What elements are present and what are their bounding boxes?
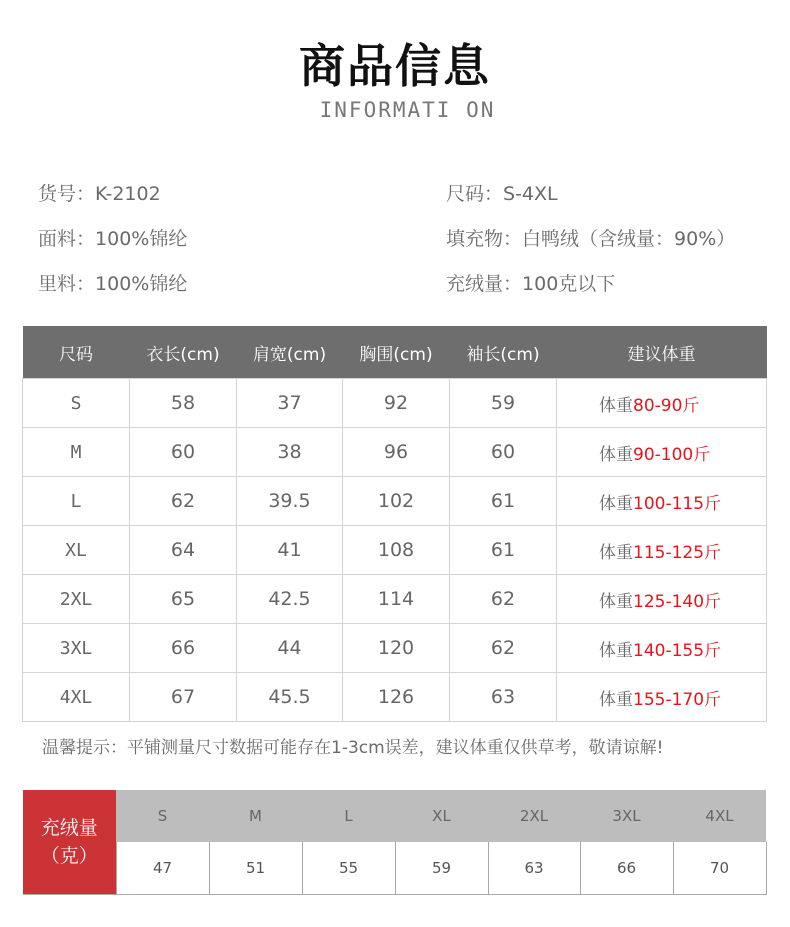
cell-length: 65 — [130, 575, 237, 624]
cell-length: 64 — [130, 526, 237, 575]
cell-weight — [557, 477, 767, 526]
weight-range: 140-155斤 — [633, 640, 722, 661]
cell-sleeve: 60 — [450, 428, 557, 477]
cell-length: 67 — [130, 673, 237, 722]
down-value-cell: 66 — [580, 842, 673, 895]
info-value: 白鸭绒（含绒量：90%） — [522, 228, 736, 250]
weight-range: 100-115斤 — [633, 493, 722, 514]
cell-shoulder: 37 — [237, 379, 343, 428]
cell-sleeve: 62 — [450, 575, 557, 624]
cell-length: 66 — [130, 624, 237, 673]
cell-weight — [557, 379, 767, 428]
table-row — [23, 575, 767, 624]
info-value: 100克以下 — [522, 273, 616, 295]
info-label: 充绒量： — [446, 273, 523, 295]
down-value-cell: 59 — [395, 842, 488, 895]
weight-prefix: 体重 — [599, 444, 633, 465]
column-header-weight: 建议体重 — [557, 326, 767, 379]
cell-size: S — [23, 379, 130, 428]
cell-size: 3XL — [23, 624, 130, 673]
info-value: 100%锦纶 — [95, 228, 188, 250]
down-size-header: XL — [395, 790, 488, 842]
info-item-lining — [38, 271, 187, 297]
cell-shoulder: 38 — [237, 428, 343, 477]
info-label: 面料： — [38, 228, 96, 250]
weight-range: 125-140斤 — [633, 591, 722, 612]
down-size-header: S — [116, 790, 209, 842]
down-size-header: L — [302, 790, 395, 842]
cell-length: 60 — [130, 428, 237, 477]
info-item-fabric — [38, 226, 187, 252]
info-label: 尺码： — [446, 183, 504, 205]
cell-chest: 114 — [343, 575, 450, 624]
column-header-chest: 胸围(cm) — [343, 326, 450, 379]
info-item-down-amount — [446, 271, 615, 297]
table-header-row — [23, 326, 767, 379]
cell-sleeve: 63 — [450, 673, 557, 722]
cell-weight — [557, 673, 767, 722]
cell-size: L — [23, 477, 130, 526]
column-header-length: 衣长(cm) — [130, 326, 237, 379]
down-value-cell: 47 — [116, 842, 209, 895]
cell-shoulder: 44 — [237, 624, 343, 673]
table-row — [23, 526, 767, 575]
cell-weight — [557, 575, 767, 624]
info-value: K-2102 — [95, 183, 161, 205]
down-header-row — [23, 790, 766, 842]
down-amount-label — [23, 790, 116, 895]
cell-chest: 120 — [343, 624, 450, 673]
cell-weight — [557, 526, 767, 575]
info-item-filling — [446, 226, 735, 252]
weight-range: 155-170斤 — [633, 689, 722, 710]
cell-shoulder: 42.5 — [237, 575, 343, 624]
size-chart-table — [22, 326, 767, 722]
cell-chest: 126 — [343, 673, 450, 722]
info-value: 100%锦纶 — [95, 273, 188, 295]
cell-size: 2XL — [23, 575, 130, 624]
info-label: 填充物： — [446, 228, 523, 250]
down-label-line2: （克） — [40, 845, 98, 867]
down-size-header: M — [209, 790, 302, 842]
weight-prefix: 体重 — [599, 640, 633, 661]
weight-range: 80-90斤 — [633, 395, 700, 416]
weight-prefix: 体重 — [599, 493, 633, 514]
table-row — [23, 477, 767, 526]
column-header-sleeve: 袖长(cm) — [450, 326, 557, 379]
cell-sleeve: 62 — [450, 624, 557, 673]
cell-sleeve: 59 — [450, 379, 557, 428]
column-header-size: 尺码 — [23, 326, 130, 379]
cell-weight — [557, 428, 767, 477]
cell-length: 58 — [130, 379, 237, 428]
down-value-row — [23, 842, 766, 895]
down-label-line1: 充绒量 — [40, 817, 98, 839]
cell-size: XL — [23, 526, 130, 575]
page-title: 商品信息 — [299, 39, 491, 93]
measurement-note: 温馨提示：平铺测量尺寸数据可能存在1-3cm误差，建议体重仅供草考，敬请谅解! — [42, 738, 664, 758]
cell-chest: 92 — [343, 379, 450, 428]
down-amount-table — [23, 790, 767, 895]
cell-chest: 102 — [343, 477, 450, 526]
weight-prefix: 体重 — [599, 542, 633, 563]
info-value: S-4XL — [503, 183, 558, 205]
table-row — [23, 428, 767, 477]
column-header-shoulder: 肩宽(cm) — [237, 326, 343, 379]
cell-sleeve: 61 — [450, 526, 557, 575]
weight-prefix: 体重 — [599, 591, 633, 612]
down-value-cell: 51 — [209, 842, 302, 895]
table-row — [23, 624, 767, 673]
down-value-cell: 70 — [673, 842, 766, 895]
table-row — [23, 379, 767, 428]
info-label: 货号： — [38, 183, 96, 205]
info-label: 里料： — [38, 273, 96, 295]
cell-size: M — [23, 428, 130, 477]
cell-chest: 96 — [343, 428, 450, 477]
down-size-header: 3XL — [580, 790, 673, 842]
cell-chest: 108 — [343, 526, 450, 575]
info-item-code — [38, 181, 161, 207]
cell-sleeve: 61 — [450, 477, 557, 526]
page-subtitle: INFORMATI ON — [319, 98, 496, 122]
weight-range: 115-125斤 — [633, 542, 722, 563]
down-size-header: 2XL — [488, 790, 580, 842]
cell-size: 4XL — [23, 673, 130, 722]
down-value-cell: 55 — [302, 842, 395, 895]
weight-prefix: 体重 — [599, 689, 633, 710]
cell-shoulder: 39.5 — [237, 477, 343, 526]
weight-prefix: 体重 — [599, 395, 633, 416]
cell-shoulder: 45.5 — [237, 673, 343, 722]
down-size-header: 4XL — [673, 790, 766, 842]
down-value-cell: 63 — [488, 842, 580, 895]
weight-range: 90-100斤 — [633, 444, 711, 465]
info-item-size-range — [446, 181, 558, 207]
cell-weight — [557, 624, 767, 673]
cell-shoulder: 41 — [237, 526, 343, 575]
cell-length: 62 — [130, 477, 237, 526]
table-row — [23, 673, 767, 722]
